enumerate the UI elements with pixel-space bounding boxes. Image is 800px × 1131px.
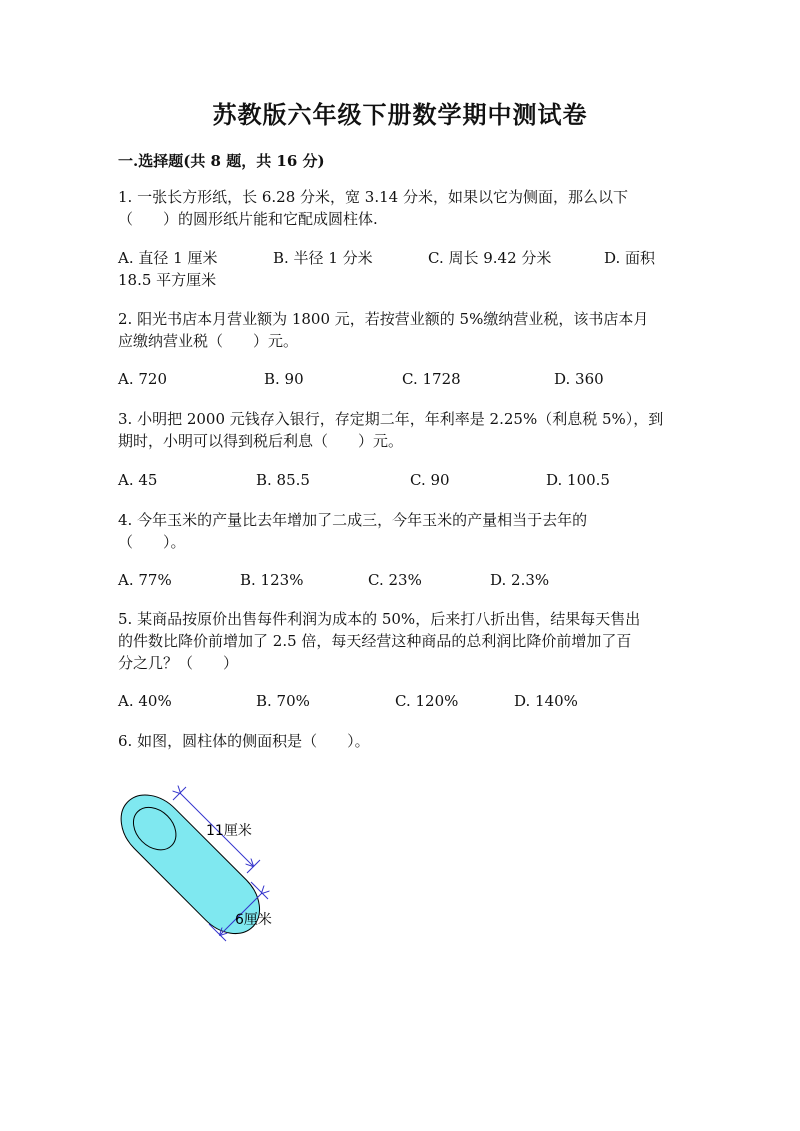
question-6-line-1: 6. 如图，圆柱体的侧面积是（ ）。 [118,732,370,750]
cylinder-figure [110,780,310,950]
question-2-options [118,368,688,390]
question-1-option-tail: 18.5 平方厘米 [118,271,217,289]
option-d[interactable]: D. 100.5 [546,471,610,489]
question-1-line-1: 1. 一张长方形纸，长 6.28 分米，宽 3.14 分米，如果以它为侧面，那么以下 [118,188,628,206]
page-title: 苏教版六年级下册数学期中测试卷 [212,100,588,129]
option-a[interactable]: A. 40% [118,692,172,710]
option-d[interactable]: D. 140% [514,692,578,710]
question-5-line-3: 分之几？（ ） [118,654,239,672]
option-d[interactable]: D. 360 [554,370,604,388]
option-b[interactable]: B. 90 [264,370,304,388]
question-1-options [118,247,688,269]
question-4-options [118,569,688,591]
option-a[interactable]: A. 77% [118,571,172,589]
question-4-line-1: 4. 今年玉米的产量比去年增加了二成三，今年玉米的产量相当于去年的 [118,511,588,529]
question-5-line-2: 的件数比降价前增加了 2.5 倍，每天经营这种商品的总利润比降价前增加了百 [118,632,632,650]
option-b[interactable]: B. 123% [240,571,304,589]
length-label: 11厘米 [206,823,252,839]
question-5-options [118,690,688,712]
option-a[interactable]: A. 45 [118,471,158,489]
option-d[interactable]: D. 面积 [604,249,656,267]
question-5 [118,608,688,674]
option-d[interactable]: D. 2.3% [490,571,550,589]
question-1 [118,186,688,230]
option-b[interactable]: B. 半径 1 分米 [273,249,373,267]
option-b[interactable]: B. 70% [256,692,310,710]
question-2-line-1: 2. 阳光书店本月营业额为 1800 元，若按营业额的 5%缴纳营业税，该书店本月 [118,310,649,328]
option-c[interactable]: C. 1728 [402,370,461,388]
question-3-line-2: 期时，小明可以得到税后利息（ ）元。 [118,432,404,450]
question-4-line-2: （ ）。 [118,533,186,551]
diameter-label: 6厘米 [235,912,272,928]
option-c[interactable]: C. 120% [395,692,459,710]
option-c[interactable]: C. 周长 9.42 分米 [428,249,552,267]
question-2-line-2: 应缴纳营业税（ ）元。 [118,332,299,350]
question-3 [118,408,688,452]
option-a[interactable]: A. 直径 1 厘米 [118,249,218,267]
option-b[interactable]: B. 85.5 [256,471,310,489]
option-a[interactable]: A. 720 [118,370,167,388]
question-3-options [118,469,688,491]
question-6 [118,730,688,752]
question-2 [118,308,688,352]
question-4 [118,509,688,553]
option-c[interactable]: C. 90 [410,471,450,489]
question-5-line-1: 5. 某商品按原价出售每件利润为成本的 50%，后来打八折出售，结果每天售出 [118,610,641,628]
section-heading: 一.选择题(共 8 题，共 16 分) [118,152,325,170]
option-c[interactable]: C. 23% [368,571,422,589]
question-1-line-2: （ ）的圆形纸片能和它配成圆柱体. [118,210,378,228]
question-3-line-1: 3. 小明把 2000 元钱存入银行，存定期二年，年利率是 2.25%（利息税 5%），到 [118,410,664,428]
